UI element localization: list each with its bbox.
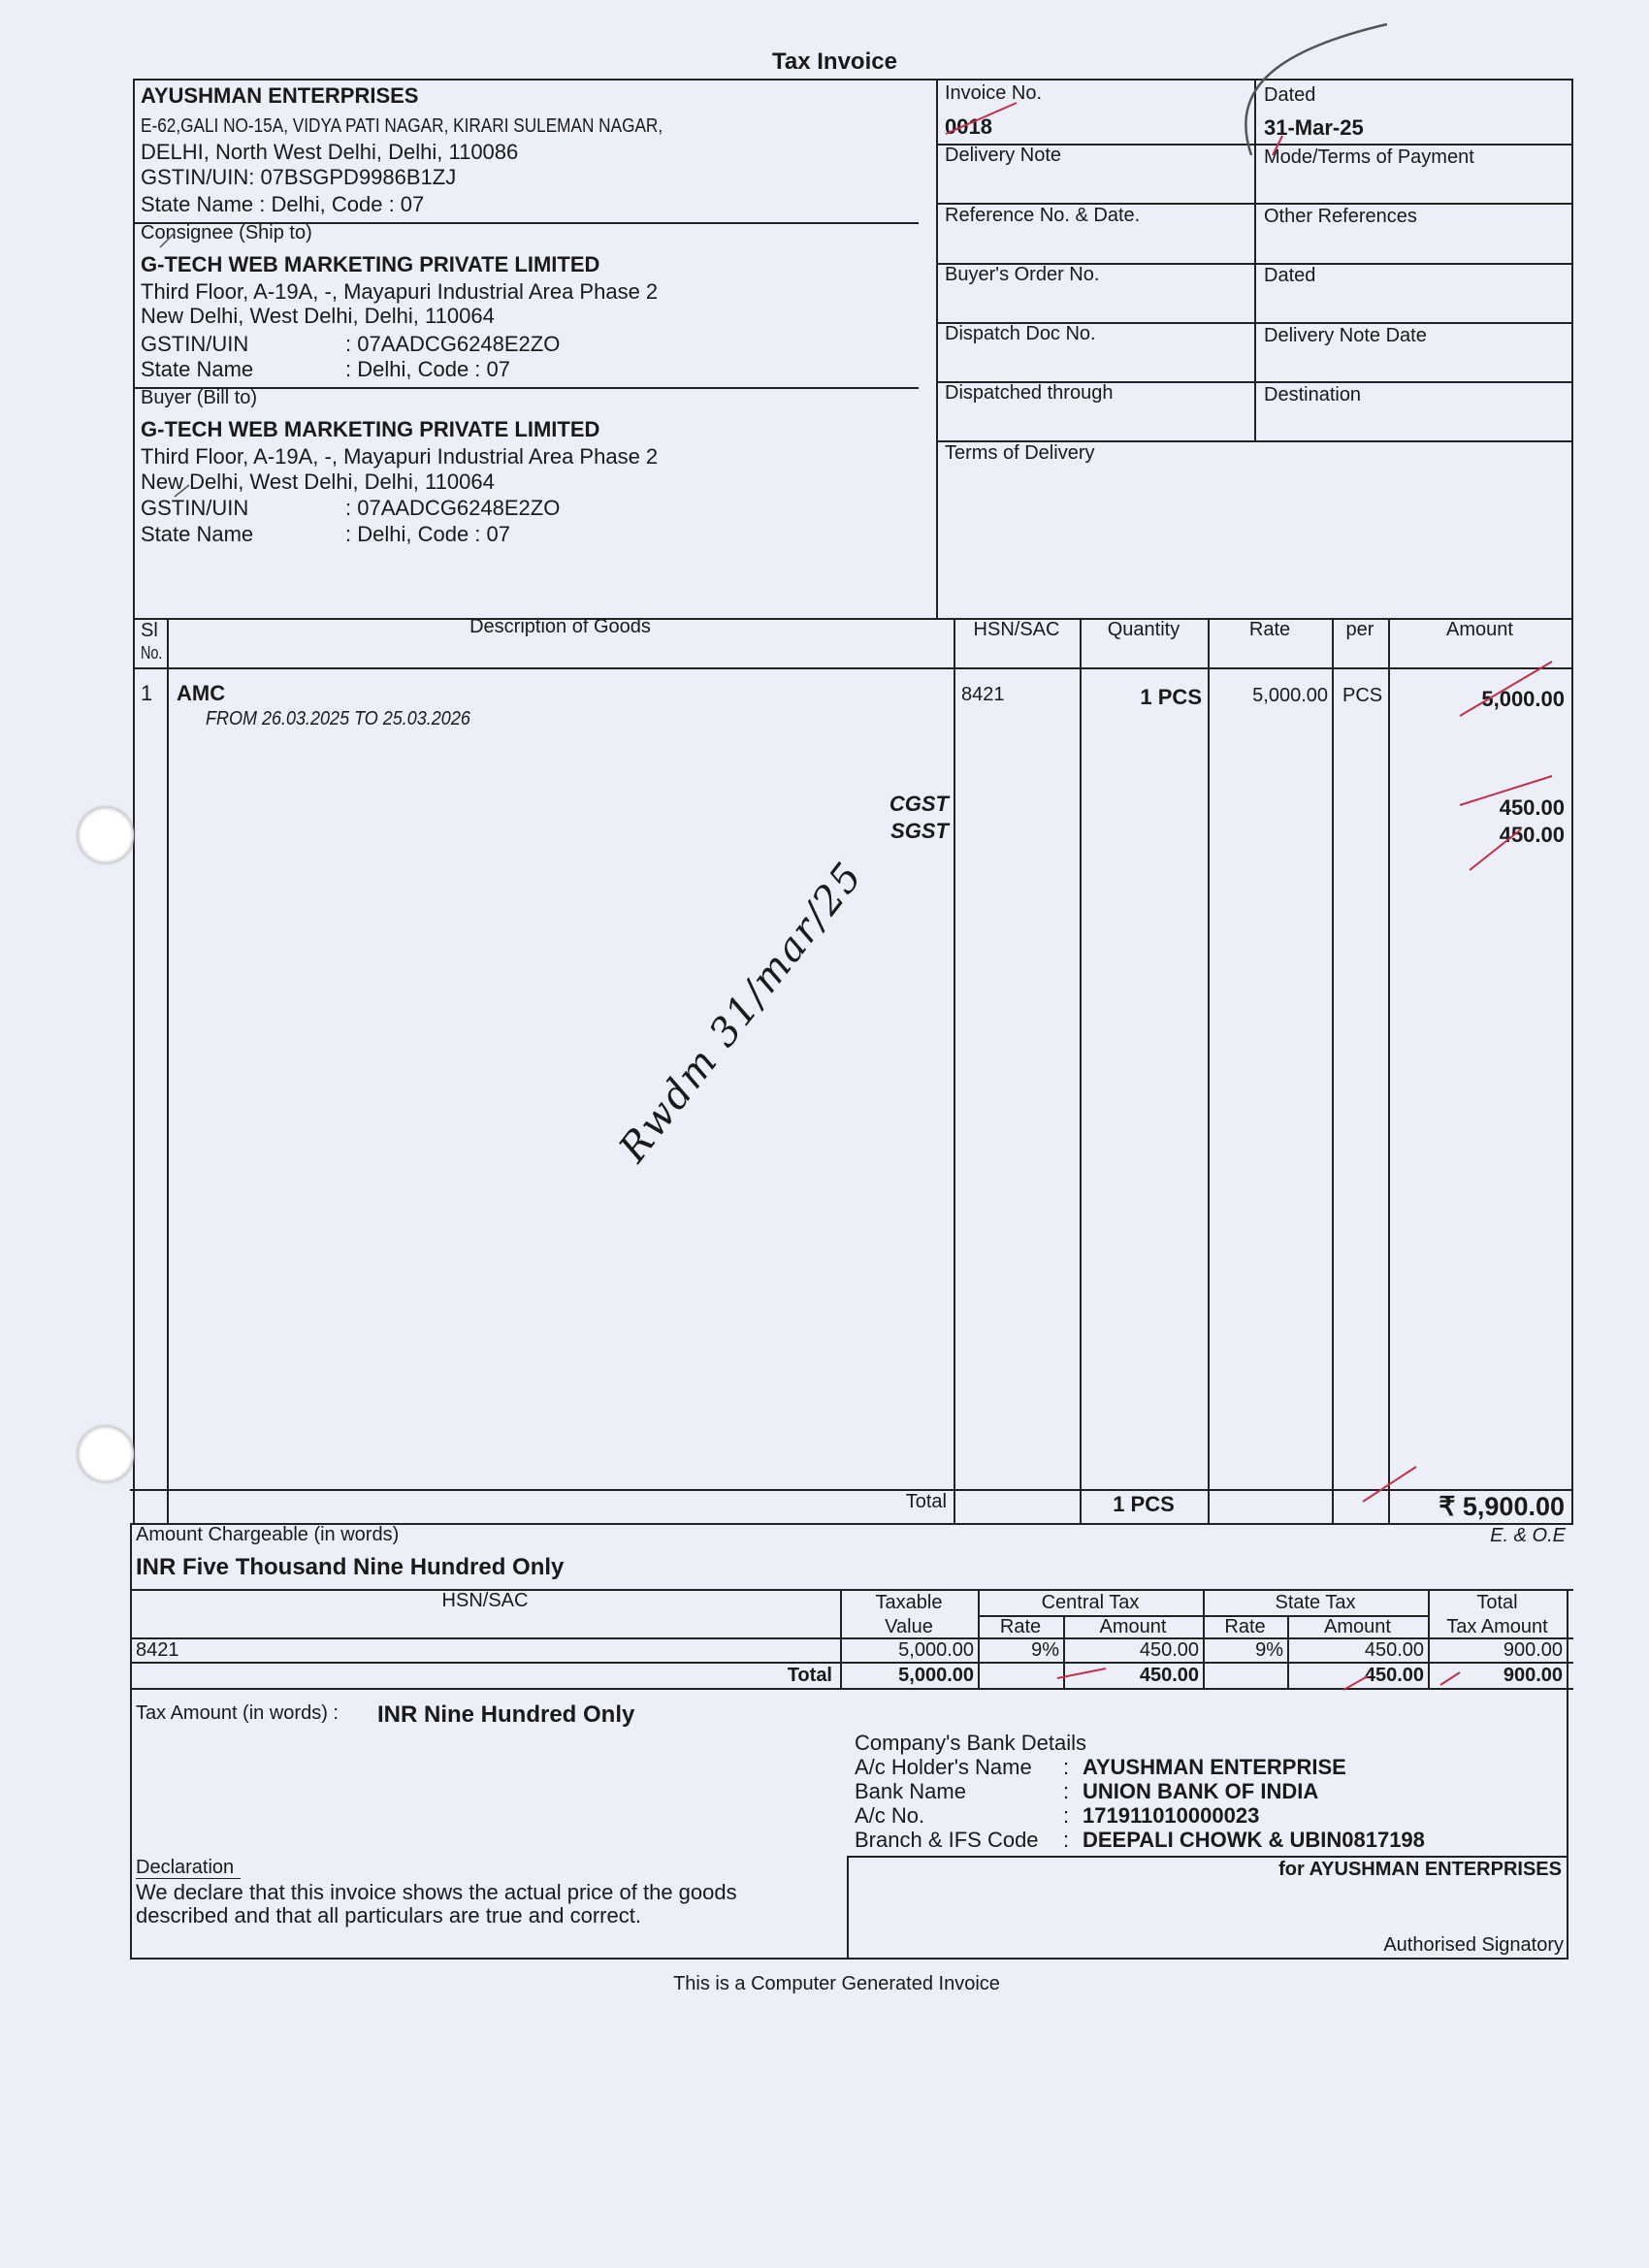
tax-col-s-rate: Rate xyxy=(1224,1616,1266,1637)
col-per: per xyxy=(1345,619,1374,640)
sgst-label: SGST xyxy=(890,819,949,843)
tax-row-s-amount: 450.00 xyxy=(1364,1639,1424,1661)
item-quantity: 1 PCS xyxy=(1140,685,1202,709)
total-amount: ₹ 5,900.00 xyxy=(1439,1492,1565,1521)
buyer-heading: Buyer (Bill to) xyxy=(141,387,258,408)
consignee-address-1: Third Floor, A-19A, -, Mayapuri Industrial Area Phase 2 xyxy=(141,279,659,304)
punch-hole xyxy=(78,1426,134,1482)
dispatched-through-label: Dispatched through xyxy=(945,382,1114,404)
buyer-address-1: Third Floor, A-19A, -, Mayapuri Industrial Area Phase 2 xyxy=(141,444,659,469)
destination-label: Destination xyxy=(1264,384,1362,405)
delivery-note-date-label: Delivery Note Date xyxy=(1264,325,1427,346)
footer-note: This is a Computer Generated Invoice xyxy=(673,1973,1000,1994)
rule xyxy=(936,79,938,618)
tax-total-label: Total xyxy=(787,1665,832,1686)
consignee-state-label: State Name xyxy=(141,357,254,381)
col-description: Description of Goods xyxy=(469,616,651,637)
rule xyxy=(1388,618,1390,1523)
tax-row-c-rate: 9% xyxy=(1031,1639,1059,1661)
bank-ac: 171911010000023 xyxy=(1083,1803,1260,1828)
tax-total-s-amount: 450.00 xyxy=(1364,1665,1424,1686)
rule xyxy=(167,618,169,1523)
tax-row-taxable: 5,000.00 xyxy=(898,1639,974,1661)
bank-branch: DEEPALI CHOWK & UBIN0817198 xyxy=(1083,1828,1425,1852)
item-sl: 1 xyxy=(141,681,153,705)
rule xyxy=(130,1958,1568,1960)
buyer-state-value: : Delhi, Code : 07 xyxy=(345,522,510,546)
item-amount: 5,000.00 xyxy=(1481,687,1565,711)
cgst-amount: 450.00 xyxy=(1499,795,1565,820)
bank-colon: : xyxy=(1063,1755,1070,1779)
rule xyxy=(1208,618,1210,1523)
buyer-address-2: New Delhi, West Delhi, Delhi, 110064 xyxy=(141,470,495,494)
buyer-state-label: State Name xyxy=(141,522,254,546)
bank-colon: : xyxy=(1063,1803,1070,1828)
bank-branch-label: Branch & IFS Code xyxy=(855,1828,1039,1852)
tax-words-label: Tax Amount (in words) : xyxy=(136,1702,339,1724)
reference-label: Reference No. & Date. xyxy=(945,205,1141,226)
tax-col-central: Central Tax xyxy=(1041,1592,1140,1613)
item-name: AMC xyxy=(177,681,226,705)
terms-delivery-label: Terms of Delivery xyxy=(945,442,1095,464)
invoice-title: Tax Invoice xyxy=(772,49,897,75)
rule xyxy=(130,1662,1573,1664)
rule xyxy=(847,1856,1568,1858)
seller-name: AYUSHMAN ENTERPRISES xyxy=(141,83,419,108)
tax-row-hsn: 8421 xyxy=(136,1639,179,1661)
rule xyxy=(1080,618,1082,1523)
bank-colon: : xyxy=(1063,1828,1070,1852)
declaration-heading: Declaration xyxy=(136,1857,235,1878)
item-period: FROM 26.03.2025 TO 25.03.2026 xyxy=(206,708,470,729)
buyer-gstin-value: : 07AADCG6248E2ZO xyxy=(345,496,561,520)
invoice-no: 0018 xyxy=(945,114,992,139)
mode-terms-label: Mode/Terms of Payment xyxy=(1264,146,1474,168)
cgst-label: CGST xyxy=(889,792,949,816)
amount-words-label: Amount Chargeable (in words) xyxy=(136,1524,400,1545)
delivery-note-label: Delivery Note xyxy=(945,145,1062,166)
seller-address-1: E-62,GALI NO-15A, VIDYA PATI NAGAR, KIRARI SULEMAN NAGAR, xyxy=(141,115,663,137)
sgst-amount: 450.00 xyxy=(1499,823,1565,847)
tax-col-taxable-1: Taxable xyxy=(875,1592,943,1613)
buyer-gstin-label: GSTIN/UIN xyxy=(141,496,249,520)
tax-col-c-rate: Rate xyxy=(999,1616,1042,1637)
eoe-label: E. & O.E xyxy=(1490,1525,1566,1546)
tax-col-c-amount: Amount xyxy=(1099,1616,1167,1637)
signatory-label: Authorised Signatory xyxy=(1383,1934,1564,1956)
tax-row-s-rate: 9% xyxy=(1255,1639,1283,1661)
rule xyxy=(1567,1589,1568,1960)
total-quantity: 1 PCS xyxy=(1113,1492,1175,1516)
tax-col-taxable-2: Value xyxy=(885,1616,933,1637)
consignee-address-2: New Delhi, West Delhi, Delhi, 110064 xyxy=(141,304,495,328)
signatory-for: for AYUSHMAN ENTERPRISES xyxy=(1278,1859,1562,1880)
bank-colon: : xyxy=(1063,1779,1070,1803)
tax-col-total-1: Total xyxy=(1476,1592,1518,1613)
rule xyxy=(130,1523,132,1960)
tax-col-total-2: Tax Amount xyxy=(1446,1616,1548,1637)
punch-hole xyxy=(78,807,134,863)
rule xyxy=(130,1637,1573,1639)
rule xyxy=(133,667,1573,669)
tax-words-value: INR Nine Hundred Only xyxy=(377,1701,635,1728)
rule xyxy=(1571,79,1573,1524)
rule xyxy=(133,79,1573,81)
dated-label: Dated xyxy=(1264,84,1316,106)
rule xyxy=(1332,618,1334,1523)
rule xyxy=(954,618,955,1523)
item-rate: 5,000.00 xyxy=(1252,685,1328,706)
buyer-name: G-TECH WEB MARKETING PRIVATE LIMITED xyxy=(141,417,600,441)
declaration-line-2: described and that all particulars are true and correct. xyxy=(136,1903,641,1928)
invoice-no-label: Invoice No. xyxy=(945,82,1043,104)
consignee-heading: Consignee (Ship to) xyxy=(141,222,312,243)
bank-heading: Company's Bank Details xyxy=(855,1731,1086,1755)
total-label: Total xyxy=(905,1491,947,1512)
consignee-name: G-TECH WEB MARKETING PRIVATE LIMITED xyxy=(141,252,600,276)
tax-col-state: State Tax xyxy=(1275,1592,1356,1613)
rule xyxy=(1254,79,1256,440)
col-quantity: Quantity xyxy=(1107,619,1180,640)
rule xyxy=(130,1489,1573,1491)
bank-name: UNION BANK OF INDIA xyxy=(1083,1779,1319,1803)
col-amount: Amount xyxy=(1446,619,1513,640)
tax-col-s-amount: Amount xyxy=(1324,1616,1391,1637)
other-references-label: Other References xyxy=(1264,206,1417,227)
tax-total-taxable: 5,000.00 xyxy=(898,1665,974,1686)
seller-gstin: GSTIN/UIN: 07BSGPD9986B1ZJ xyxy=(141,165,457,189)
col-sl: Sl xyxy=(141,620,158,641)
tax-total-total: 900.00 xyxy=(1503,1665,1563,1686)
consignee-state-value: : Delhi, Code : 07 xyxy=(345,357,510,381)
tax-row-c-amount: 450.00 xyxy=(1139,1639,1199,1661)
seller-address-2: DELHI, North West Delhi, Delhi, 110086 xyxy=(141,140,519,164)
tax-row-total: 900.00 xyxy=(1503,1639,1563,1661)
bank-holder: AYUSHMAN ENTERPRISE xyxy=(1083,1755,1346,1779)
tax-total-c-amount: 450.00 xyxy=(1139,1665,1199,1686)
consignee-gstin-value: : 07AADCG6248E2ZO xyxy=(345,332,561,356)
col-sl-no: No. xyxy=(141,643,163,663)
dispatch-doc-label: Dispatch Doc No. xyxy=(945,323,1096,344)
dated-value: 31-Mar-25 xyxy=(1264,115,1364,140)
buyers-order-label: Buyer's Order No. xyxy=(945,264,1100,285)
col-rate: Rate xyxy=(1248,619,1291,640)
rule xyxy=(136,1878,241,1879)
bank-ac-label: A/c No. xyxy=(855,1803,925,1828)
rule xyxy=(133,79,135,1524)
amount-words-value: INR Five Thousand Nine Hundred Only xyxy=(136,1554,565,1580)
item-per: PCS xyxy=(1342,685,1383,706)
dated-2-label: Dated xyxy=(1264,265,1316,286)
item-hsn: 8421 xyxy=(961,684,1005,705)
col-hsn: HSN/SAC xyxy=(973,619,1060,640)
bank-name-label: Bank Name xyxy=(855,1779,966,1803)
handwritten-receipt-note: Rwdm 31/mar/25 xyxy=(610,854,872,1171)
seller-state: State Name : Delhi, Code : 07 xyxy=(141,192,425,216)
declaration-line-1: We declare that this invoice shows the actual price of the goods xyxy=(136,1880,737,1904)
tax-col-hsn: HSN/SAC xyxy=(441,1590,529,1611)
rule xyxy=(847,1856,849,1960)
rule xyxy=(130,1688,1573,1690)
consignee-gstin-label: GSTIN/UIN xyxy=(141,332,249,356)
bank-holder-label: A/c Holder's Name xyxy=(855,1755,1032,1779)
